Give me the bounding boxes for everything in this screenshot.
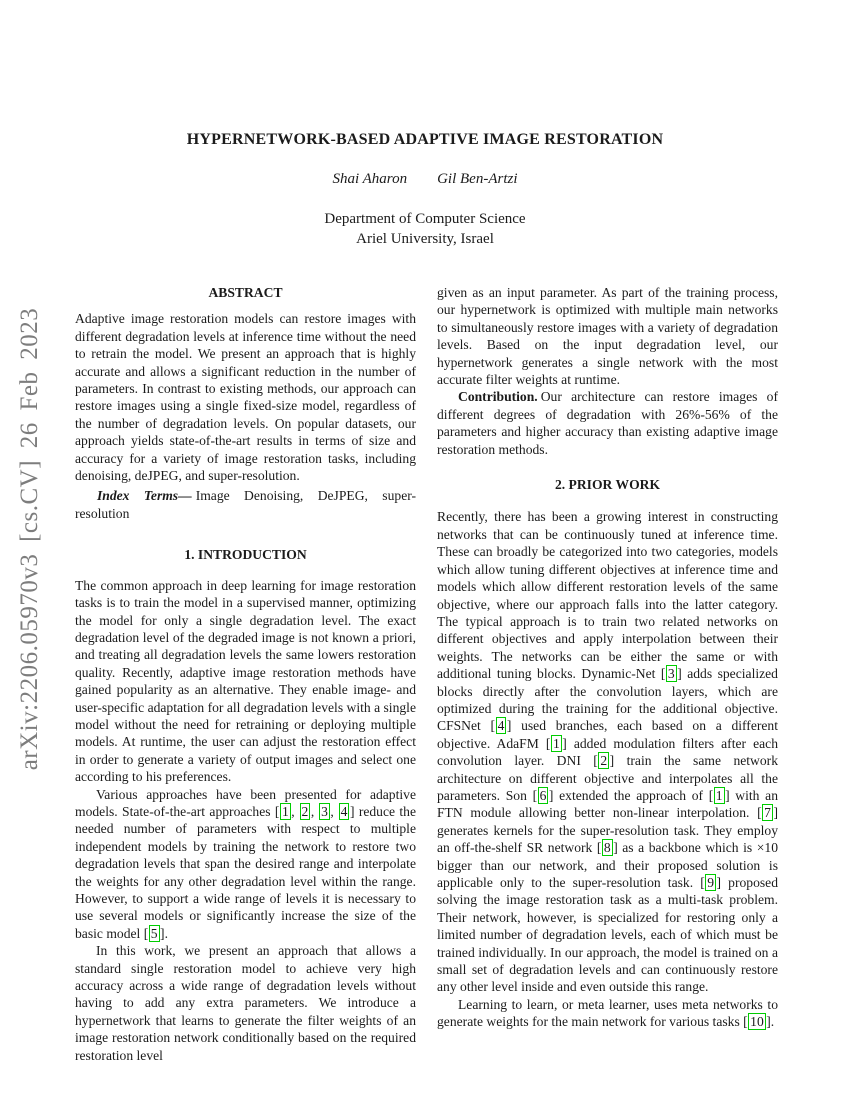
citation-link[interactable]: 5 xyxy=(150,925,158,941)
section-1-heading: 1. INTRODUCTION xyxy=(184,547,307,563)
citation-link[interactable]: 8 xyxy=(603,840,611,856)
citation-link[interactable]: 4 xyxy=(497,718,505,734)
paper-header xyxy=(0,131,850,249)
citation-link[interactable]: 10 xyxy=(750,1014,764,1030)
citation-link[interactable]: 4 xyxy=(340,803,348,819)
index-terms-list: Image Denoising, DeJPEG, super-resolution xyxy=(75,488,417,521)
citation-link[interactable]: 3 xyxy=(667,666,675,682)
affiliation xyxy=(0,209,850,249)
intro-continuation-paragraph: given as an input parameter. As part of the training process, our hypernetwork is optimized with multiple main networks to simultaneously restore images with a variety of degradation levels. Based on the input degradation level, our hypernetwork generates a single network with the most accurate filter weights at runtime. xyxy=(437,285,778,388)
citation-link[interactable]: 6 xyxy=(539,787,547,803)
citation-link[interactable]: 1 xyxy=(552,735,560,751)
contribution-label: Contribution. xyxy=(458,389,538,405)
affiliation-line-1: Department of Computer Science xyxy=(324,211,526,227)
index-terms-label: Index Terms— xyxy=(97,488,192,504)
citation-link[interactable]: 2 xyxy=(301,803,309,819)
left-column xyxy=(75,284,416,1064)
citation-link[interactable]: 9 xyxy=(707,875,715,890)
prior-work-paragraph-2: Learning to learn, or meta learner, uses meta networks to generate weights for the main network for various tasks [ 10 ]. xyxy=(437,996,778,1030)
author-name-1: Shai Aharon xyxy=(332,171,408,187)
prior-work-paragraph-1: Recently, there has been a growing interest in constructing networks that can be continuously tuned at inference time. These can broadly be categorized into two categories, models which allow tuning different objectives at inference time and models which allow different restoration levels of the same objective, where our approach falls into the latter category. The typical approach is to train two related networks on different objectives and apply interpolation between their weights. The networks can be either the same or with additional tuning blocks. Dynamic-Net [ 3 ] adds specialized blocks directly after the convolution layers, which are optimized during the training for the additional objective. CFSNet [ 4 ] used branches, each based on a different objective. AdaFM [ 1 ] added modulation filters after each convolution layer. DNI [ 2 ] train the same network architecture on different objective and interpolates all the parameters. Son [ 6 ] extended the approach of [ 1 ] with an FTN module allowing better non-linear interpolation. [ 7 ] generates kernels for the super-resolution task. They employ an off-the-shelf SR network [ 8 ] as a backbone which is ×10 bigger than our network, and their proposed solution is applicable only to the super-resolution task. [ 9 ] proposed solving the image restoration task as a multi-task problem. Their network, however, is specialized for restoring only a limited number of degradation levels, each of which must be trained individually. In our approach, the model is trained on a small set of degradation levels and can continuously restore any other level inside and even outside this range. xyxy=(437,509,779,995)
section-2-heading: 2. PRIOR WORK xyxy=(554,477,661,493)
authors-line xyxy=(0,171,850,188)
citation-link[interactable]: 2 xyxy=(600,753,608,769)
abstract-text: Adaptive image restoration models can restore images with different degradation levels at inference time without the need to retrain the model. We present an approach that is highly accurate and allows a significant reduction in the number of parameters. In contrast to existing methods, our approach can restore images using a single fixed-size model, regardless of the number of degradation levels. On popular datasets, our approach yields state-of-the-art results in terms of size and accuracy for a variety of image restoration tasks, including denoising, deJPEG, and super-resolution. xyxy=(75,311,416,484)
author-name-2: Gil Ben-Artzi xyxy=(437,171,518,187)
affiliation-line-2: Ariel University, Israel xyxy=(356,231,494,247)
paper-title: HYPERNETWORK-BASED ADAPTIVE IMAGE RESTORATION xyxy=(186,131,664,148)
intro-paragraph-1: The common approach in deep learning for image restoration tasks is to train the model in a supervised manner, optimizing the model for only a single degradation level. The exact degradation level of the degraded image is not known a priori, and treating all degradation levels the same lowers restoration quality. Recently, adaptive image restoration methods have gained popularity as an alternative. They enable image- and user-specific adaptation for all degradation levels with a single model without the need for retraining or deploying multiple models. At runtime, the user can adjust the restoration effect in order to generate a variety of output images and select one according to his preferences. xyxy=(75,577,416,785)
abstract-heading: ABSTRACT xyxy=(208,285,283,300)
citation-link[interactable]: 1 xyxy=(715,787,723,803)
index-terms xyxy=(75,487,416,522)
contribution-paragraph xyxy=(437,388,778,458)
intro-paragraph-2: Various approaches have been presented for adaptive models. State-of-the-art approaches [ 1 , 2 , 3 , 4 ] reduce the needed number of parameters with respect to multiple independent models by training the network to restore two degradation levels that span the desired range and interpolate the weights for any other degradation level within the range. However, to support a wide range of levels it is necessary to use several models or significantly increase the size of the basic model [ 5 ]. xyxy=(75,786,417,941)
arxiv-watermark: arXiv:2206.05970v3 [cs.CV] 26 Feb 2023 xyxy=(16,307,43,771)
right-column xyxy=(437,284,778,1031)
citation-link[interactable]: 7 xyxy=(764,805,771,821)
citation-link[interactable]: 3 xyxy=(321,803,328,819)
citation-link[interactable]: 1 xyxy=(281,803,289,819)
contribution-text: Our architecture can restore images of different degrees of degradation with 26%-56% of the parameters and higher accuracy than existing adaptive image restoration methods. xyxy=(437,389,778,457)
intro-paragraph-3: In this work, we present an approach that allows a standard single restoration model to achieve very high accuracy across a wide range of degradation levels without having to add any extra parameters. We introduce a hypernetwork that learns to generate the filter weights of an image restoration network conditionally based on the required restoration level xyxy=(75,943,416,1063)
